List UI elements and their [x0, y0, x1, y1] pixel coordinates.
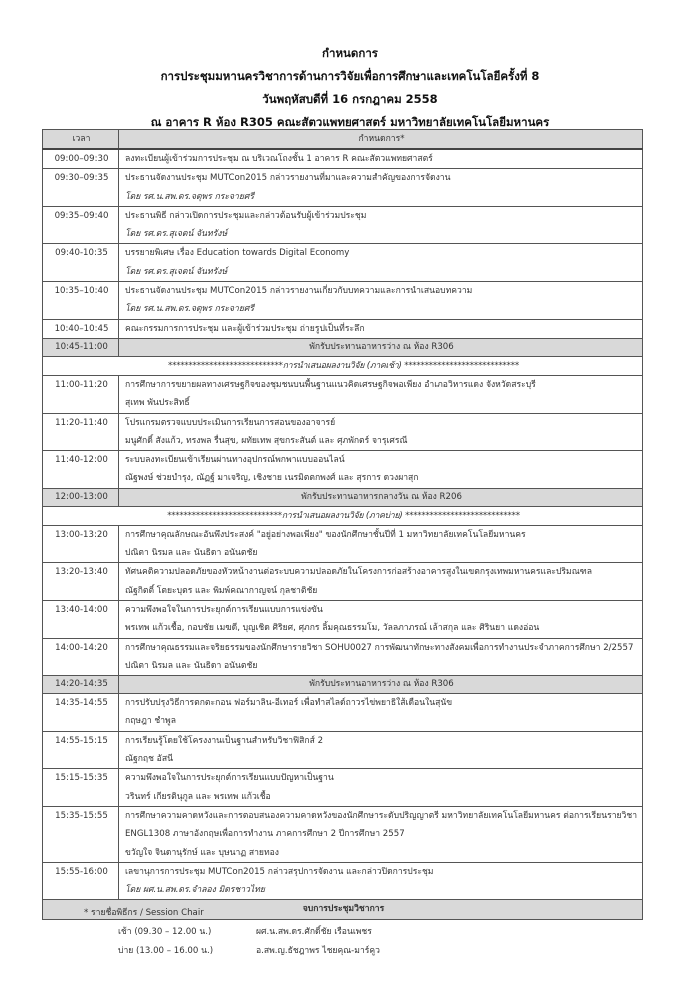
paper-title: ความพึงพอใจในการประยุกต์การเรียนแบบการแข่งขัน [125, 604, 323, 615]
paper-authors: ปณิตา นิรมล และ นันธิดา อนันตชัย [125, 660, 258, 671]
row-speaker: โดย รศ.ดร.สุเจตน์ จันทรังษ์ [125, 229, 228, 240]
row-time: 14:55-15:15 [43, 731, 119, 769]
conference-date: วันพฤหัสบดีที่ 16 กรกฎาคม 2558 [262, 92, 438, 106]
column-header-time: เวลา [43, 130, 119, 150]
break-row [43, 338, 643, 356]
row-description [119, 169, 643, 207]
row-description [119, 600, 643, 638]
paper-authors: พรเทพ แก้วเชื้อ, กอบชัย เมฆดี, บุญเชิด ศิริยศ, ศุภกร ลิ้มคุณธรรมโม, วัลลภาภรณ์ เล้าสกุล และ ศิรินยา แดงอ่อน [125, 623, 540, 634]
row-description [119, 806, 643, 862]
morning-session-label: เช้า (09.30 – 12.00 น.) [118, 927, 212, 937]
schedule-table [42, 129, 643, 920]
paper-title: การศึกษาการขยายผลทางเศรษฐกิจของชุมชนบนพื้นฐานแนวคิดเศรษฐกิจพอเพียง อำเภอวิหารแดง จังหวัดสระบุรี [125, 379, 536, 390]
paper-title: การเรียนรู้โดยใช้โครงงานเป็นฐานสำหรับวิชาฟิสิกส์ 2 [125, 735, 324, 746]
document-header [0, 42, 700, 134]
row-title: ประธานจัดงานประชุม MUTCon2015 กล่าวรายงานที่มาและความสำคัญของการจัดงาน [125, 173, 451, 184]
row-time: 15:15-15:35 [43, 769, 119, 807]
table-row [43, 694, 643, 732]
row-time: 15:35-15:55 [43, 806, 119, 862]
break-description: พักรับประทานอาหารกลางวัน ณ ห้อง R206 [119, 488, 643, 506]
table-row [43, 600, 643, 638]
section-header-afternoon [43, 506, 643, 525]
row-time: 10:40–10:45 [43, 319, 119, 338]
row-title: เลขานุการการประชุม MUTCon2015 กล่าวสรุปการจัดงาน และกล่าวปิดการประชุม [125, 866, 434, 877]
table-row [43, 149, 643, 169]
table-row [43, 413, 643, 451]
row-description [119, 563, 643, 601]
break-description: พักรับประทานอาหารว่าง ณ ห้อง R306 [119, 676, 643, 694]
row-time: 14:35-14:55 [43, 694, 119, 732]
paper-authors: สุเทพ พันประสิทธิ์ [125, 398, 190, 409]
row-time: 13:00-13:20 [43, 525, 119, 563]
paper-title: การปรับปรุงวิธีการตกตะกอน ฟอร์มาลิน-อีเทอร์ เพื่อทำสไลด์ถาวรไข่พยาธิใส้เดือนในสุนัข [125, 698, 453, 709]
table-row [43, 169, 643, 207]
row-description [119, 694, 643, 732]
paper-authors: วรินทร์ เกียรตินุกูล และ พรเทพ แก้วเชื้อ [125, 791, 271, 802]
row-speaker: โดย ผศ.น.สพ.ดร.จำลอง มิตรชาวไทย [125, 885, 265, 896]
table-row [43, 525, 643, 563]
paper-title: ระบบลงทะเบียนเข้าเรียนผ่านทางอุปกรณ์พกพาแบบออนไลน์ [125, 455, 345, 466]
table-row [43, 319, 643, 338]
row-title: ประธานพิธี กล่าวเปิดการประชุมและกล่าวต้อนรับผู้เข้าร่วมประชุม [125, 210, 367, 221]
paper-authors: ณัฐกิตติ์ โตยะบุตร และ พิมพ์คณากาญจน์ กุลชาติชัย [125, 585, 318, 596]
row-time: 10:45-11:00 [43, 338, 119, 356]
section-header-morning [43, 356, 643, 375]
row-title: บรรยายพิเศษ เรื่อง Education towards Digital Economy [125, 248, 350, 259]
column-header-agenda: กำหนดการ* [119, 130, 643, 150]
paper-title: ความพึงพอใจในการประยุกต์การเรียนแบบปัญหาเป็นฐาน [125, 773, 334, 784]
paper-authors: ณัฐพงษ์ ช่วยบำรุง, ณัฏฐ์ มาเจริญ, เชิงชาย เนรมิตตกพงศ์ และ สุรการ ดวงผาสุก [125, 473, 419, 484]
row-time: 14:20-14:35 [43, 676, 119, 694]
afternoon-chair-row [84, 942, 380, 961]
row-description: คณะกรรมการการประชุม และผู้เข้าร่วมประชุม ถ่ายรูปเป็นที่ระลึก [119, 319, 643, 338]
paper-authors: ปณิตา นิรมล และ นันธิดา อนันตชัย [125, 548, 258, 559]
row-time: 11:40-12:00 [43, 451, 119, 489]
row-time: 09:00–09:30 [43, 149, 119, 169]
paper-title: การศึกษาคุณธรรมและจริยธรรมของนักศึกษารายวิชา SOHU0027 การพัฒนาทักษะทางสังคมเพื่อการทำงานประจำภาคการศึกษา 2/2557 [125, 642, 634, 653]
row-time: 11:00-11:20 [43, 375, 119, 413]
row-time: 12:00-13:00 [43, 488, 119, 506]
row-time: 10:35–10:40 [43, 282, 119, 320]
row-time: 09:40-10:35 [43, 244, 119, 282]
row-title: ประธานจัดงานประชุม MUTCon2015 กล่าวรายงานเกี่ยวกับบทความและการนำเสนอบทความ [125, 286, 473, 297]
row-description [119, 451, 643, 489]
break-row [43, 676, 643, 694]
row-description [119, 862, 643, 900]
table-row [43, 638, 643, 676]
table-row [43, 731, 643, 769]
row-description [119, 375, 643, 413]
table-row [43, 282, 643, 320]
row-description [119, 731, 643, 769]
paper-title: การศึกษาคุณลักษณะอันพึงประสงค์ "อยู่อย่างพอเพียง" ของนักศึกษาชั้นปีที่ 1 มหาวิทยาลัยเทคโนโลยีมหานคร [125, 529, 526, 540]
afternoon-chair-name: อ.สพ.ญ.ธัชฎาพร ไชยคุณ-มาร์คูว [256, 946, 380, 956]
row-speaker: โดย รศ.น.สพ.ดร.จตุพร กระจายศรี [125, 191, 254, 202]
table-row [43, 862, 643, 900]
notes-heading: * รายชื่อพิธีกร / Session Chair [84, 908, 204, 918]
paper-title: การศึกษาความคาดหวังและการตอบสนองความคาดหวังของนักศึกษาระดับปริญญาตรี มหาวิทยาลัยเทคโนโลยีมหานคร ต่อการเรียนรายวิชา [125, 810, 638, 821]
row-time: 11:20-11:40 [43, 413, 119, 451]
row-description [119, 525, 643, 563]
row-description [119, 206, 643, 244]
table-row [43, 806, 643, 862]
table-row [43, 769, 643, 807]
row-time: 13:40-14:00 [43, 600, 119, 638]
table-row [43, 451, 643, 489]
paper-title: โปรแกรมตรวจแบบประเมินการเรียนการสอนของอาจารย์ [125, 417, 336, 428]
paper-title-continued: ENGL1308 ภาษาอังกฤษเพื่อการทำงาน ภาคการศึกษา 2 ปีการศึกษา 2557 [125, 829, 405, 840]
section-title: ****************************การนำเสนอผลงานวิจัย (ภาคบ่าย) **************************** [43, 506, 643, 525]
row-description: ลงทะเบียนผู้เข้าร่วมการประชุม ณ บริเวณโถงชั้น 1 อาคาร R คณะสัตวแพทยศาสตร์ [119, 149, 643, 169]
row-time: 09:35–09:40 [43, 206, 119, 244]
page-title: กำหนดการ [322, 46, 378, 60]
table-row [43, 563, 643, 601]
section-title: ****************************การนำเสนอผลงานวิจัย (ภาคเช้า) **************************** [43, 356, 643, 375]
break-description: พักรับประทานอาหารว่าง ณ ห้อง R306 [119, 338, 643, 356]
row-description [119, 282, 643, 320]
morning-chair-row [84, 923, 380, 942]
table-row [43, 206, 643, 244]
morning-chair-name: ผศ.น.สพ.ดร.ศักดิ์ชัย เรือนเพชร [256, 927, 372, 937]
row-time: 13:20-13:40 [43, 563, 119, 601]
row-time: 09:30–09:35 [43, 169, 119, 207]
session-chair-notes [84, 904, 380, 961]
row-time: 15:55-16:00 [43, 862, 119, 900]
conference-name: การประชุมมหานครวิชาการด้านการวิจัยเพื่อการศึกษาและเทคโนโลยีครั้งที่ 8 [160, 69, 540, 83]
table-row [43, 375, 643, 413]
row-description [119, 769, 643, 807]
break-row [43, 488, 643, 506]
row-speaker: โดย รศ.น.สพ.ดร.จตุพร กระจายศรี [125, 304, 254, 315]
table-row [43, 244, 643, 282]
paper-authors: กฤษฎา ชำพูล [125, 716, 176, 727]
afternoon-session-label: บ่าย (13.00 – 16.00 น.) [118, 946, 214, 956]
table-header-row [43, 130, 643, 150]
end-label: จบการประชุมวิชาการ [43, 900, 643, 920]
paper-authors: ณัฐกฤช อัสนี [125, 754, 173, 765]
row-description [119, 244, 643, 282]
paper-title: ทัศนคติความปลอดภัยของหัวหน้างานต่อระบบความปลอดภัยในโครงการก่อสร้างอาคารสูงในเขตกรุงเทพมหานครและปริมณฑล [125, 567, 593, 578]
conference-venue: ณ อาคาร R ห้อง R305 คณะสัตวแพทยศาสตร์ มหาวิทยาลัยเทคโนโลยีมหานคร [150, 115, 550, 129]
paper-authors: ขวัญใจ จินดานุรักษ์ และ บุษนาฏ สายทอง [125, 847, 279, 858]
row-speaker: โดย รศ.ดร.สุเจตน์ จันทรังษ์ [125, 266, 228, 277]
row-description [119, 413, 643, 451]
row-time: 14:00-14:20 [43, 638, 119, 676]
row-description [119, 638, 643, 676]
paper-authors: มนูศักดิ์ สังแก้ว, ทรงพล รื่นสุข, ผทัยเทพ สุขกระสันต์ และ ศุภพักตร์ จารุเศรณี [125, 435, 408, 446]
